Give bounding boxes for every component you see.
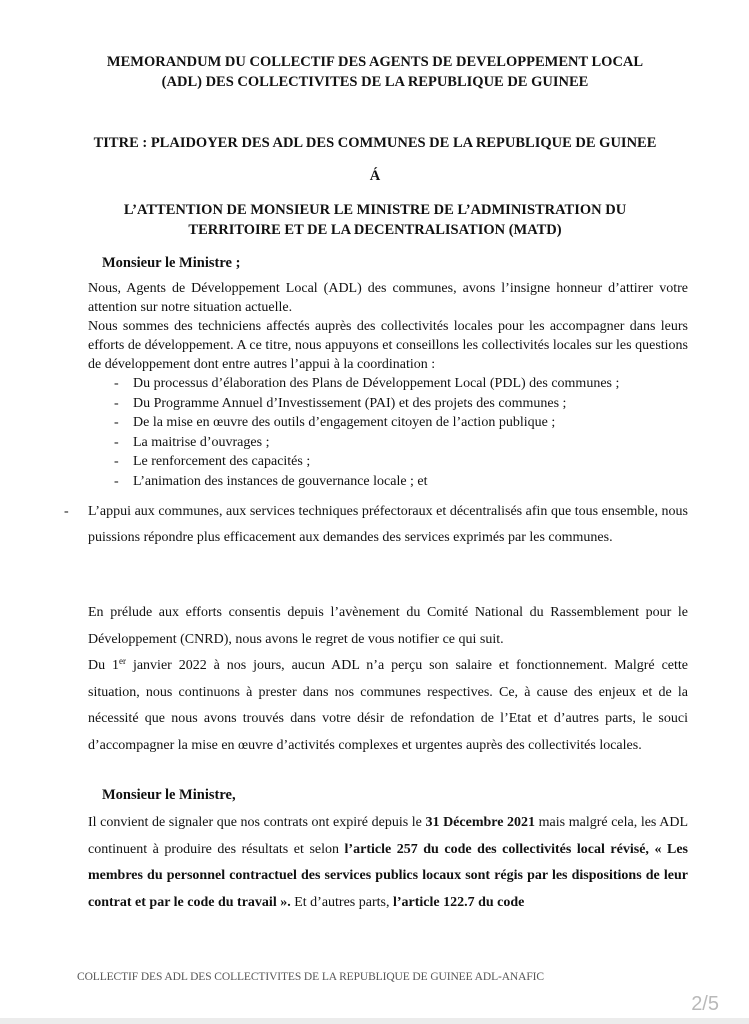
list-item: - La maitrise d’ouvrages ; bbox=[88, 433, 688, 453]
memorandum-heading bbox=[60, 52, 690, 92]
contract-text-2: mais malgré cela, les ADL continuent à produire des résultats et selon bbox=[88, 815, 688, 857]
intro-paragraph-2: Nous sommes des techniciens affectés auprès des collectivités locales pour les accompagner dans leurs efforts de développement. A ce titre, nous appuyons et conseillons les collectivités locales sur les questions de développement dont entre autres l’appui à la coordination : bbox=[88, 319, 688, 372]
coordination-list bbox=[88, 374, 688, 492]
bottom-scroll-band bbox=[0, 1018, 749, 1024]
contract-text-3: Et d’autres parts, bbox=[290, 894, 393, 910]
list-item: - L’animation des instances de gouvernance locale ; et bbox=[88, 472, 688, 492]
contract-expiry-date: 31 Décembre 2021 bbox=[425, 815, 536, 830]
salutation-first: Monsieur le Ministre ; bbox=[102, 255, 241, 271]
title-preposition: Á bbox=[369, 168, 381, 184]
list-item: - Le renforcement des capacités ; bbox=[88, 452, 688, 472]
prelude-paragraph: En prélude aux efforts consentis depuis l’avènement du Comité National du Rassemblement pour le Développement (CNRD), nous avons le regret de vous notifier ce qui suit. bbox=[88, 605, 688, 647]
page-indicator: 2/5 bbox=[691, 993, 719, 1015]
salary-paragraph-text: janvier 2022 à nos jours, aucun ADL n’a perçu son salaire et fonctionnement. Malgré cette situation, nous continuons à prester dans nos communes respectives. Ce, à cause des enjeux et de la nécessité que nous avons trouvés dans votre désir de refondation de l’Etat et d’autres parts, le souci d’accompagner la mise en œuvre d’activités complexes et urgentes auprès des collectivités locales. bbox=[88, 658, 688, 753]
addressee-line2: TERRITOIRE ET DE LA DECENTRALISATION (MATD) bbox=[188, 222, 562, 238]
salutation-second: Monsieur le Ministre, bbox=[102, 787, 236, 803]
document-title: TITRE : PLAIDOYER DES ADL DES COMMUNES DE LA REPUBLIQUE DE GUINEE bbox=[93, 135, 657, 151]
addressee-heading bbox=[60, 200, 690, 240]
list-item: - Du Programme Annuel d’Investissement (PAI) et des projets des communes ; bbox=[88, 394, 688, 414]
ordinal-superscript: er bbox=[119, 656, 127, 666]
intro-paragraph-1: Nous, Agents de Développement Local (ADL) des communes, avons l’insigne honneur d’attirer votre attention sur notre situation actuelle. bbox=[88, 281, 688, 315]
article-257-quote: l’article 257 du code des collectivités local révisé, « Les membres du personnel contractuel des services publics locaux sont régis par les dispositions de leur contrat et par le code du travail ». bbox=[88, 841, 688, 910]
list-item: - De la mise en œuvre des outils d’engagement citoyen de l’action publique ; bbox=[88, 413, 688, 433]
contract-text-1: Il convient de signaler que nos contrats ont expiré depuis le bbox=[88, 815, 426, 830]
article-122-reference: l’article 122.7 du code bbox=[392, 894, 525, 910]
salary-paragraph-prefix: Du 1 bbox=[88, 658, 120, 673]
appui-paragraph: L’appui aux communes, aux services techniques préfectoraux et décentralisés afin que tous ensemble, nous puissions répondre plus efficacement aux demandes des services exprimés par les communes. bbox=[88, 504, 688, 545]
salary-paragraph bbox=[88, 653, 688, 759]
list-item: - Du processus d’élaboration des Plans de Développement Local (PDL) des communes ; bbox=[88, 374, 688, 394]
addressee-line1: L’ATTENTION DE MONSIEUR LE MINISTRE DE L’ADMINISTRATION DU bbox=[123, 202, 627, 218]
page-footer: COLLECTIF DES ADL DES COLLECTIVITES DE LA REPUBLIQUE DE GUINEE ADL-ANAFIC bbox=[77, 971, 544, 983]
memorandum-heading-line1: MEMORANDUM DU COLLECTIF DES AGENTS DE DEVELOPPEMENT LOCAL bbox=[106, 54, 644, 70]
situation-section bbox=[88, 600, 688, 759]
memorandum-heading-line2: (ADL) DES COLLECTIVITES DE LA REPUBLIQUE DE GUINEE bbox=[161, 74, 589, 90]
contract-paragraph bbox=[88, 810, 688, 916]
appui-bullet-dash: - bbox=[64, 504, 69, 519]
contract-section bbox=[88, 810, 688, 916]
intro-section bbox=[88, 279, 688, 492]
